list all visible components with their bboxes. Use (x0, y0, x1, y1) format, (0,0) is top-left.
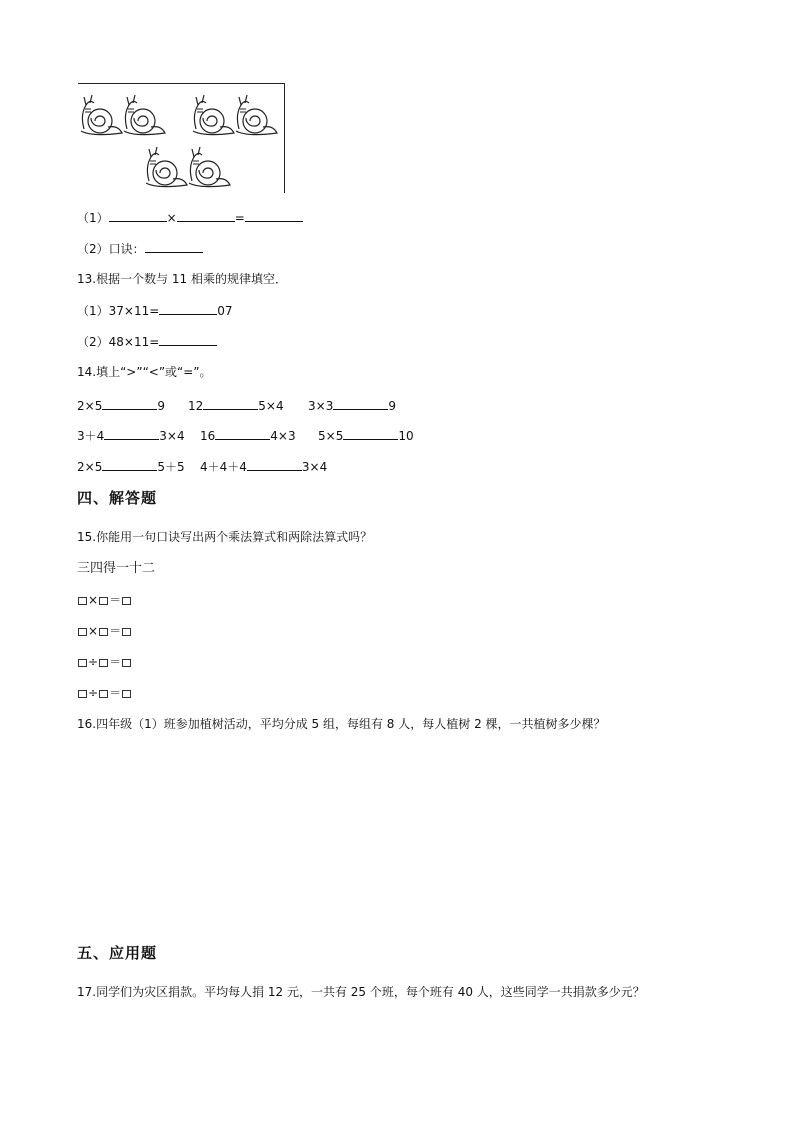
answer-box[interactable] (78, 659, 87, 667)
answer-box[interactable] (78, 628, 87, 636)
operator: × (88, 624, 99, 638)
q15-eq3 (77, 654, 132, 670)
q14-title: 14.填上“>”“<”或“=”。 (77, 365, 212, 379)
q12-line2 (77, 240, 203, 257)
answer-blank[interactable] (145, 240, 203, 253)
answer-blank[interactable] (177, 209, 235, 222)
frame-top-border (78, 83, 285, 84)
operator: ÷ (88, 686, 99, 700)
equals-sign: = (234, 211, 245, 225)
answer-box[interactable] (99, 628, 108, 636)
q12-line2-prefix: （2）口诀： (77, 242, 145, 256)
equals-sign: ＝ (109, 655, 122, 669)
answer-blank[interactable] (159, 333, 217, 346)
answer-box[interactable] (99, 597, 108, 605)
compare-right: 3×4 (159, 429, 185, 443)
compare-left: 12 (188, 399, 204, 413)
snail-icon (233, 91, 279, 141)
answer-blank[interactable] (215, 427, 270, 440)
answer-box[interactable] (122, 659, 131, 667)
equals-sign: ＝ (109, 624, 122, 638)
equals-sign: ＝ (109, 686, 122, 700)
compare-right: 3×4 (301, 460, 328, 474)
q15-eq2 (77, 623, 132, 639)
compare-right: 9 (157, 399, 165, 413)
snail-icon (121, 91, 167, 141)
answer-box[interactable] (99, 659, 108, 667)
answer-blank[interactable] (109, 209, 167, 222)
q13-line1-suffix: 07 (217, 304, 233, 318)
answer-blank[interactable] (245, 209, 303, 222)
compare-left: 2×5 (77, 460, 103, 474)
compare-right: 4×3 (270, 429, 296, 443)
answer-blank[interactable] (203, 397, 258, 410)
q12-line1-prefix: （1） (77, 211, 109, 225)
answer-box[interactable] (122, 628, 131, 636)
q14-row2-item3 (318, 427, 414, 444)
times-sign: × (166, 211, 177, 225)
compare-left: 2×5 (77, 399, 103, 413)
snail-picture (78, 83, 285, 193)
answer-blank[interactable] (343, 427, 398, 440)
q15-eq4 (77, 685, 132, 701)
q13-line2 (77, 333, 217, 350)
answer-blank[interactable] (102, 458, 157, 471)
q14-row1-item3 (308, 397, 396, 414)
section5-heading: 五、应用题 (77, 944, 158, 962)
q14-row1-item1 (77, 397, 165, 414)
compare-right: 5＋5 (157, 460, 185, 474)
snail-icon (190, 91, 236, 141)
q12-line1 (77, 209, 303, 226)
q13-line1 (77, 302, 233, 319)
q14-row1-item2 (188, 397, 284, 414)
equals-sign: ＝ (109, 593, 122, 607)
q15-rhyme: 三四得一十二 (77, 561, 156, 576)
compare-left: 3×3 (308, 399, 334, 413)
compare-left: 5×5 (318, 429, 344, 443)
q13-line2-prefix: （2）48×11= (77, 335, 160, 349)
q13-title: 13.根据一个数与 11 相乘的规律填空． (77, 272, 287, 286)
answer-box[interactable] (122, 690, 131, 698)
q17-title: 17.同学们为灾区捐款。平均每人捐 12 元，一共有 25 个班，每个班有 40 人，这些同学一共捐款多少元？ (77, 985, 645, 999)
answer-blank[interactable] (333, 397, 388, 410)
section4-heading: 四、解答题 (77, 489, 158, 507)
q14-row2-item2 (200, 427, 296, 444)
compare-left: 16 (200, 429, 216, 443)
compare-right: 10 (398, 429, 414, 443)
operator: ÷ (88, 655, 99, 669)
frame-right-border (284, 83, 285, 193)
q15-title: 15.你能用一句口诀写出两个乘法算式和两除法算式吗？ (77, 530, 373, 544)
q15-eq1 (77, 592, 132, 608)
answer-blank[interactable] (104, 427, 159, 440)
q16-title: 16.四年级（1）班参加植树活动，平均分成 5 组，每组有 8 人，每人植树 2 棵，一共植树多少棵？ (77, 717, 606, 731)
snail-icon (78, 91, 124, 141)
answer-box[interactable] (78, 690, 87, 698)
answer-blank[interactable] (159, 302, 217, 315)
answer-box[interactable] (122, 597, 131, 605)
compare-left: 3＋4 (77, 429, 105, 443)
snail-icon (143, 143, 189, 193)
compare-right: 9 (388, 399, 396, 413)
answer-box[interactable] (78, 597, 87, 605)
q14-row3-item2 (200, 458, 327, 475)
answer-box[interactable] (99, 690, 108, 698)
q14-row2-item1 (77, 427, 185, 444)
operator: × (88, 593, 99, 607)
compare-left: 4＋4＋4 (200, 460, 247, 474)
answer-blank[interactable] (102, 397, 157, 410)
q13-line1-prefix: （1）37×11= (77, 304, 160, 318)
compare-right: 5×4 (258, 399, 284, 413)
q14-row3-item1 (77, 458, 185, 475)
answer-blank[interactable] (247, 458, 302, 471)
snail-icon (186, 143, 232, 193)
